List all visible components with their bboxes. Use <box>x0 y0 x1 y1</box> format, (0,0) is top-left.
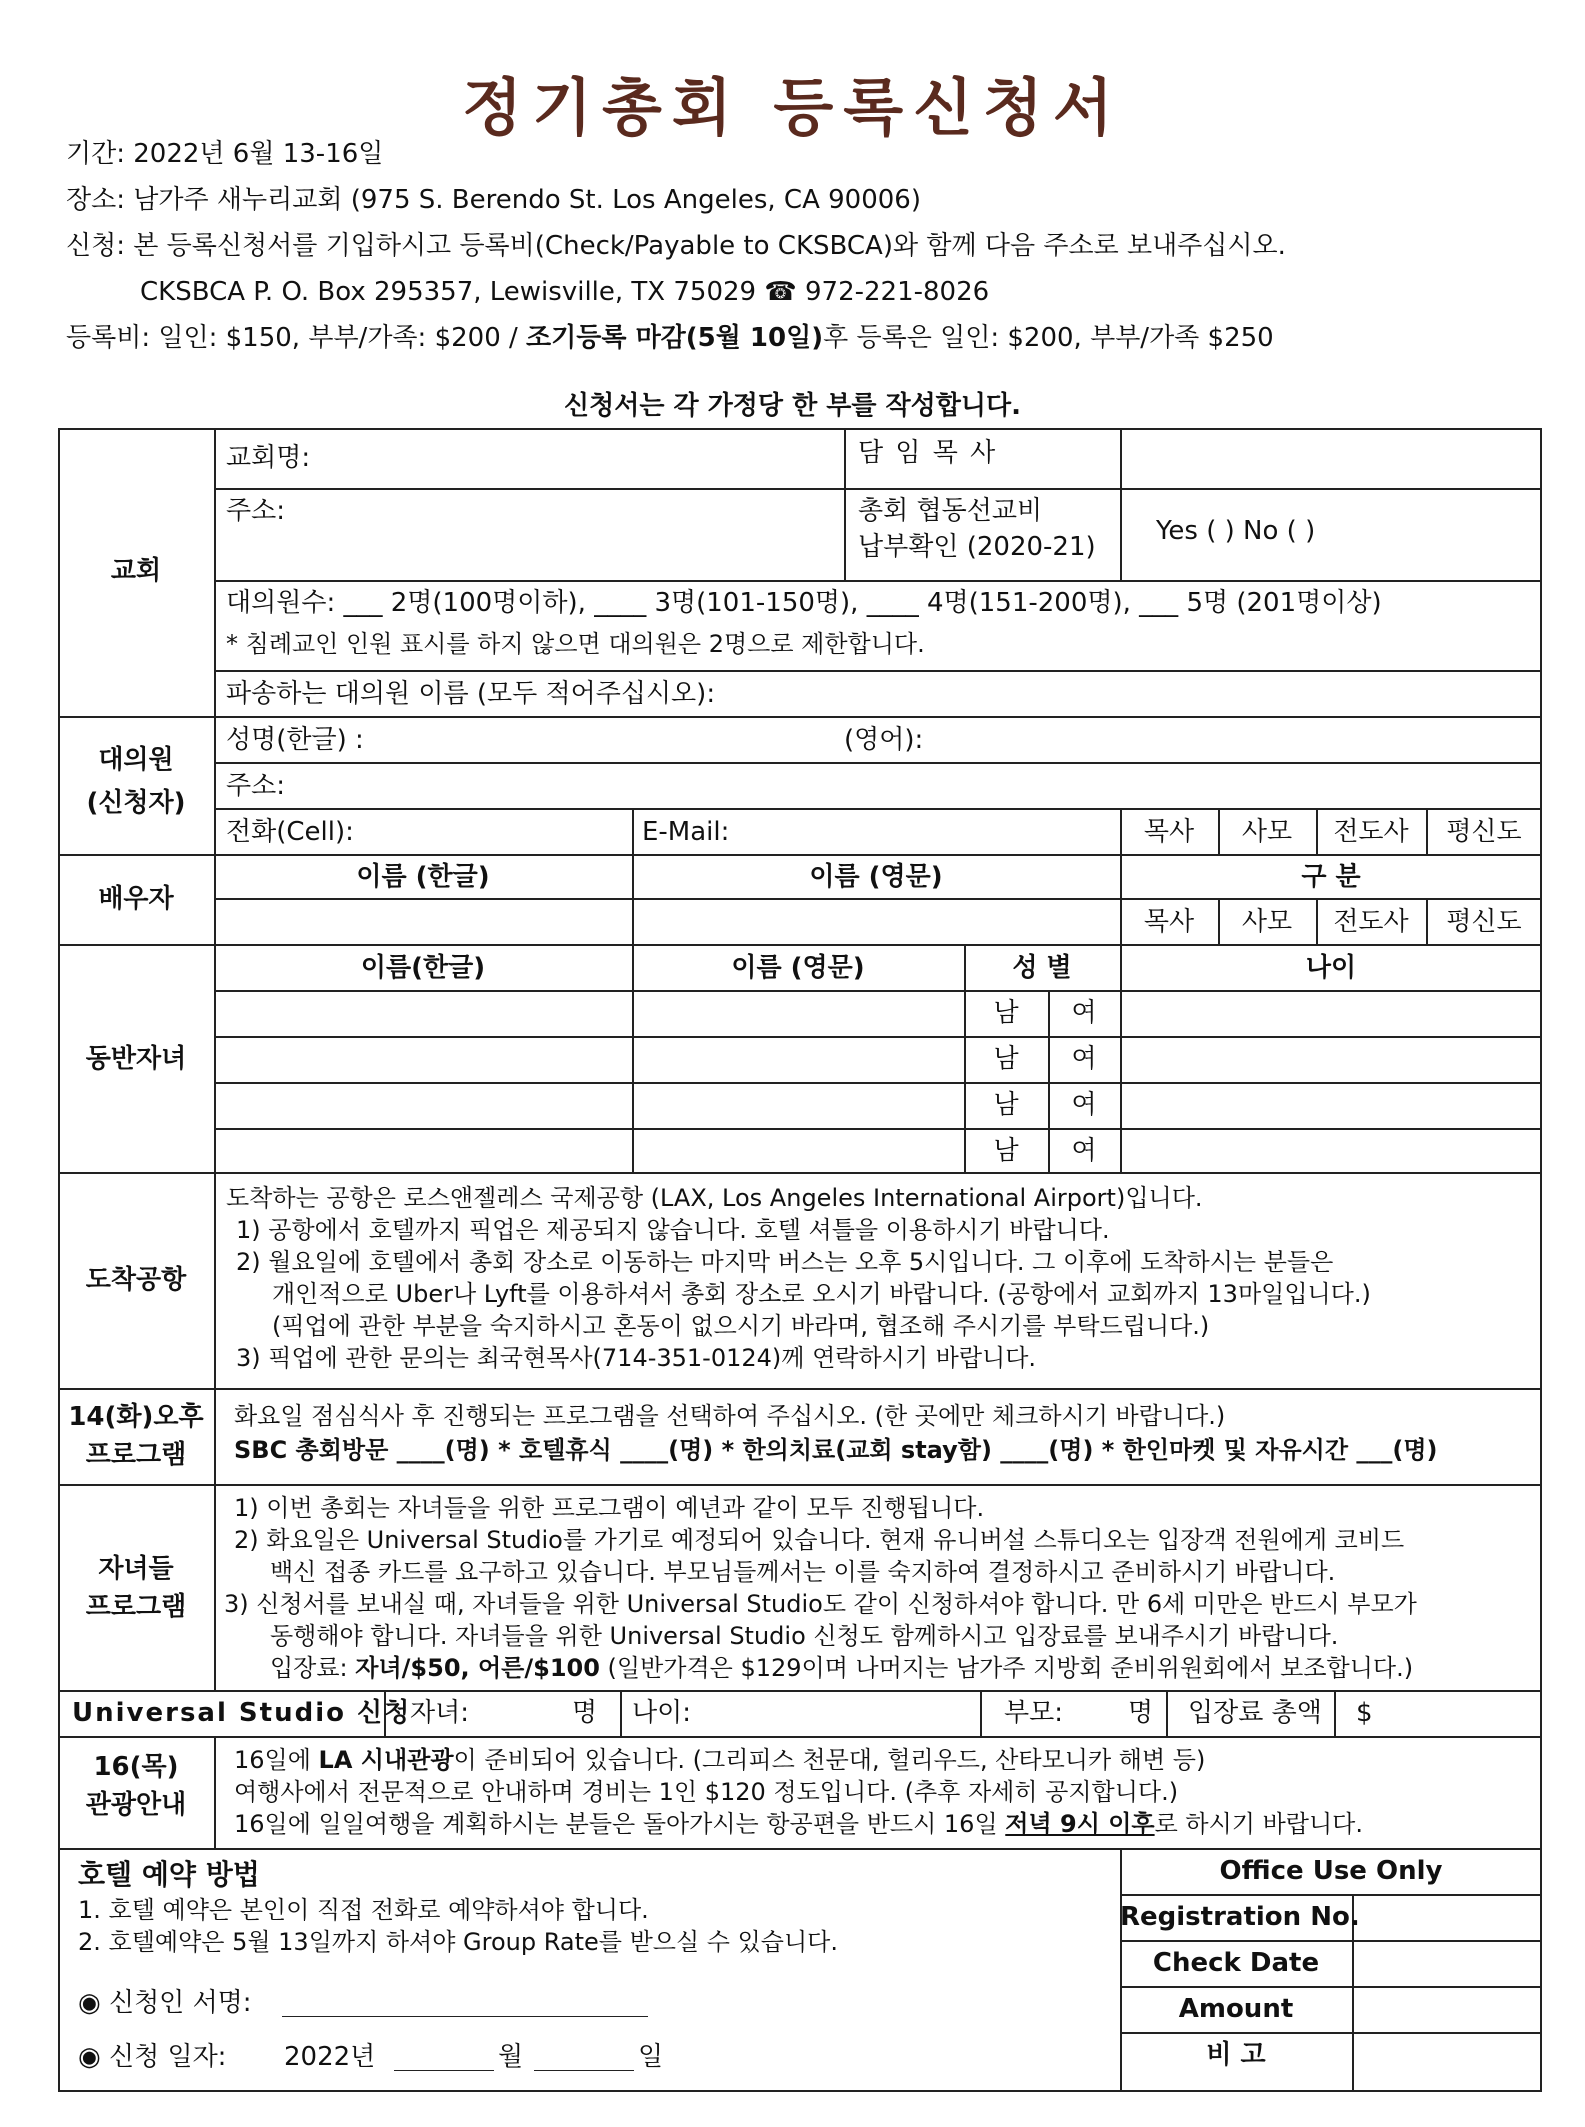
office-amount: Amount <box>1178 1994 1294 2024</box>
period-text: 기간: 2022년 6월 13-16일 <box>66 139 384 169</box>
office-registration-no: Registration No. <box>1120 1902 1360 1932</box>
spouse-col-name-en: 이름 (영문) <box>809 862 943 892</box>
kids-note-3b: 동행해야 합니다. 자녀들을 위한 Universal Studio 신청도 함께하시고 입장료를 보내주시기 바랍니다. <box>270 1622 1339 1650</box>
spouse-role-layperson[interactable]: 평신도 <box>1446 907 1522 937</box>
kids-note-3: 3) 신청서를 보내실 때, 자녀들을 위한 Universal Studio도 같이 신청하셔야 합니다. 만 6세 미만은 반드시 부모가 <box>224 1590 1417 1618</box>
children-col-name-en: 이름 (영문) <box>731 953 865 983</box>
airport-note-1: 1) 공항에서 호텔까지 픽업은 제공되지 않습니다. 호텔 셔틀을 이용하시기 바랍니다. <box>236 1216 1110 1244</box>
spouse-role-wife[interactable]: 사모 <box>1241 907 1293 937</box>
section-kids-1: 자녀들 <box>98 1554 174 1584</box>
date-year: 2022년 <box>284 2042 376 2072</box>
registration-form <box>58 428 1542 2092</box>
tour-line-2: 여행사에서 전문적으로 안내하며 경비는 1인 $120 정도입니다. (추후 자세히 공지합니다.) <box>234 1778 1179 1806</box>
tour-line-1 <box>234 1744 1205 1776</box>
hotel-title: 호텔 예약 방법 <box>78 1858 260 1891</box>
airport-note-2b: 개인적으로 Uber나 Lyft를 이용하셔서 총회 장소로 오시기 바랍니다. (공항에서 교회까지 13마일입니다.) <box>272 1280 1371 1308</box>
mission-fee-yes-no[interactable]: Yes ( ) No ( ) <box>1156 516 1316 546</box>
universal-parents-unit: 명 <box>1128 1698 1154 1728</box>
child-3-female[interactable]: 여 <box>1071 1090 1097 1120</box>
child-2-female[interactable]: 여 <box>1071 1044 1097 1074</box>
mailing-address: CKSBCA P. O. Box 295357, Lewisville, TX 75029 ☎ 972-221-8026 <box>140 277 990 307</box>
signature-line[interactable] <box>282 2016 648 2017</box>
church-address-label: 주소: <box>226 496 285 526</box>
universal-total-label: 입장료 총액 <box>1188 1698 1322 1728</box>
delegate-role-layperson[interactable]: 평신도 <box>1446 817 1522 847</box>
delegate-name-kr-label: 성명(한글) : <box>226 725 364 755</box>
sent-delegate-names-label: 파송하는 대의원 이름 (모두 적어주십시오): <box>226 679 716 709</box>
delegate-role-evangelist[interactable]: 전도사 <box>1333 817 1409 847</box>
date-day-label: 일 <box>638 2042 664 2072</box>
section-kids-2: 프로그램 <box>85 1592 187 1622</box>
section-tour-1: 16(목) <box>93 1752 179 1782</box>
hotel-note-1: 1. 호텔 예약은 본인이 직접 전화로 예약하셔야 합니다. <box>78 1896 649 1924</box>
section-delegate-2: (신청자) <box>86 788 186 818</box>
delegate-count-note: * 침례교인 인원 표시를 하지 않으면 대의원은 2명으로 제한합니다. <box>226 630 925 658</box>
one-form-notice: 신청서는 각 가정당 한 부를 작성합니다. <box>564 391 1021 421</box>
airport-note-3: 3) 픽업에 관한 문의는 최국현목사(714-351-0124)께 연락하시기 바랍니다. <box>236 1344 1037 1372</box>
airport-note-2c: (픽업에 관한 부분을 숙지하시고 혼동이 없으시기 바라며, 협조해 주시기를 부탁드립니다.) <box>272 1312 1210 1340</box>
signature-label: ◉ 신청인 서명: <box>78 1988 252 2018</box>
office-check-date: Check Date <box>1152 1948 1320 1978</box>
spouse-col-type: 구 분 <box>1301 862 1361 892</box>
child-1-male[interactable]: 남 <box>993 998 1019 1028</box>
children-col-gender: 성 별 <box>1012 953 1072 983</box>
date-label: ◉ 신청 일자: <box>78 2042 227 2072</box>
section-spouse: 배우자 <box>98 884 174 914</box>
date-month-label: 월 <box>498 2042 524 2072</box>
child-2-male[interactable]: 남 <box>993 1044 1019 1074</box>
child-4-male[interactable]: 남 <box>993 1136 1019 1166</box>
admission-label: 입장료: <box>270 1654 356 1682</box>
date-month-line[interactable] <box>394 2070 494 2071</box>
form-title: 정기총회 등록신청서 <box>462 71 1123 144</box>
tour-flight-time: 저녁 9시 이후 <box>1005 1810 1155 1838</box>
tour-line-3 <box>234 1808 1363 1840</box>
section-airport: 도착공항 <box>85 1265 187 1295</box>
date-day-line[interactable] <box>534 2070 634 2071</box>
universal-age-label: 나이: <box>632 1698 691 1728</box>
office-remarks: 비 고 <box>1206 2040 1266 2070</box>
tour-flight-end: 로 하시기 바랍니다. <box>1154 1810 1363 1838</box>
section-tuesday-1: 14(화)오후 <box>68 1402 204 1432</box>
kids-admission <box>270 1652 1413 1684</box>
admission-note: (일반가격은 $129이며 나머지는 남가주 지방회 준비위원회에서 보조합니다.) <box>599 1654 1414 1682</box>
apply-text: 신청: 본 등록신청서를 기입하시고 등록비(Check/Payable to CKSBCA)와 함께 다음 주소로 보내주십시오. <box>66 231 1286 261</box>
universal-kids-label: 자녀: <box>410 1698 469 1728</box>
fee-regular: 등록비: 일인: $150, 부부/가족: $200 / <box>66 323 527 353</box>
child-3-male[interactable]: 남 <box>993 1090 1019 1120</box>
universal-kids-unit: 명 <box>572 1698 598 1728</box>
kids-note-1: 1) 이번 총회는 자녀들을 위한 프로그램이 예년과 같이 모두 진행됩니다. <box>234 1494 985 1522</box>
office-title: Office Use Only <box>1219 1856 1443 1886</box>
delegate-role-wife[interactable]: 사모 <box>1241 817 1293 847</box>
tuesday-options[interactable]: SBC 총회방문 ____(명) * 호텔휴식 ____(명) * 한의치료(교회 stay함) ____(명) * 한인마켓 및 자유시간 ___(명) <box>234 1436 1438 1464</box>
children-col-age: 나이 <box>1305 953 1357 983</box>
universal-label: Universal Studio 신청 <box>72 1698 412 1728</box>
kids-note-2b: 백신 접종 카드를 요구하고 있습니다. 부모님들께서는 이를 숙지하여 결정하시고 준비하시기 바랍니다. <box>270 1558 1336 1586</box>
spouse-col-name-kr: 이름 (한글) <box>356 862 490 892</box>
early-deadline: 조기등록 마감(5월 10일) <box>526 323 824 353</box>
children-col-name-kr: 이름(한글) <box>360 953 486 983</box>
section-children: 동반자녀 <box>85 1044 187 1074</box>
airport-note-2: 2) 월요일에 호텔에서 총회 장소로 이동하는 마지막 버스는 오후 5시입니다. 그 이후에 도착하시는 분들은 <box>236 1248 1334 1276</box>
delegate-count-options[interactable]: 대의원수: ___ 2명(100명이하), ____ 3명(101-150명), ____ 4명(151-200명), ___ 5명 (201명이상) <box>226 588 1382 618</box>
spouse-role-pastor[interactable]: 목사 <box>1143 907 1195 937</box>
tour-name: LA 시내관광 <box>318 1746 454 1774</box>
kids-note-2: 2) 화요일은 Universal Studio를 가기로 예정되어 있습니다. 현재 유니버설 스튜디오는 입장객 전원에게 코비드 <box>234 1526 1405 1554</box>
delegate-phone-label: 전화(Cell): <box>226 817 354 847</box>
child-4-female[interactable]: 여 <box>1071 1136 1097 1166</box>
mission-fee-label-2: 납부확인 (2020-21) <box>858 532 1096 562</box>
tour-day: 16일에 <box>234 1746 319 1774</box>
universal-total-dollar: $ <box>1356 1698 1373 1728</box>
section-tour-2: 관광안내 <box>85 1790 187 1820</box>
delegate-name-en-label: (영어): <box>844 725 924 755</box>
universal-parents-label: 부모: <box>1004 1698 1063 1728</box>
fee-late: 후 등록은 일인: $200, 부부/가족 $250 <box>823 323 1274 353</box>
tour-spots: 이 준비되어 있습니다. (그리피스 천문대, 헐리우드, 산타모니카 해변 등) <box>453 1746 1206 1774</box>
fee-text <box>66 322 1274 354</box>
section-tuesday-2: 프로그램 <box>85 1440 187 1470</box>
spouse-role-evangelist[interactable]: 전도사 <box>1333 907 1409 937</box>
admission-price: 자녀/$50, 어른/$100 <box>355 1654 600 1682</box>
section-delegate-1: 대의원 <box>98 745 174 775</box>
venue-text: 장소: 남가주 새누리교회 (975 S. Berendo St. Los Angeles, CA 90006) <box>66 185 921 215</box>
hotel-note-2: 2. 호텔예약은 5월 13일까지 하셔야 Group Rate를 받으실 수 있습니다. <box>78 1928 838 1956</box>
delegate-address-label: 주소: <box>226 771 285 801</box>
child-1-female[interactable]: 여 <box>1071 998 1097 1028</box>
tour-flight-note: 16일에 일일여행을 계획하시는 분들은 돌아가시는 항공편을 반드시 16일 <box>234 1810 1006 1838</box>
airport-intro: 도착하는 공항은 로스앤젤레스 국제공항 (LAX, Los Angeles International Airport)입니다. <box>226 1184 1203 1212</box>
delegate-email-label: E-Mail: <box>642 817 730 847</box>
church-name-label: 교회명: <box>226 443 311 473</box>
senior-pastor-label: 담 임 목 사 <box>858 438 998 468</box>
delegate-role-pastor[interactable]: 목사 <box>1143 817 1195 847</box>
section-church: 교회 <box>110 556 162 586</box>
mission-fee-label-1: 총회 협동선교비 <box>858 496 1043 526</box>
tuesday-instruction: 화요일 점심식사 후 진행되는 프로그램을 선택하여 주십시오. (한 곳에만 체크하시기 바랍니다.) <box>234 1402 1226 1430</box>
